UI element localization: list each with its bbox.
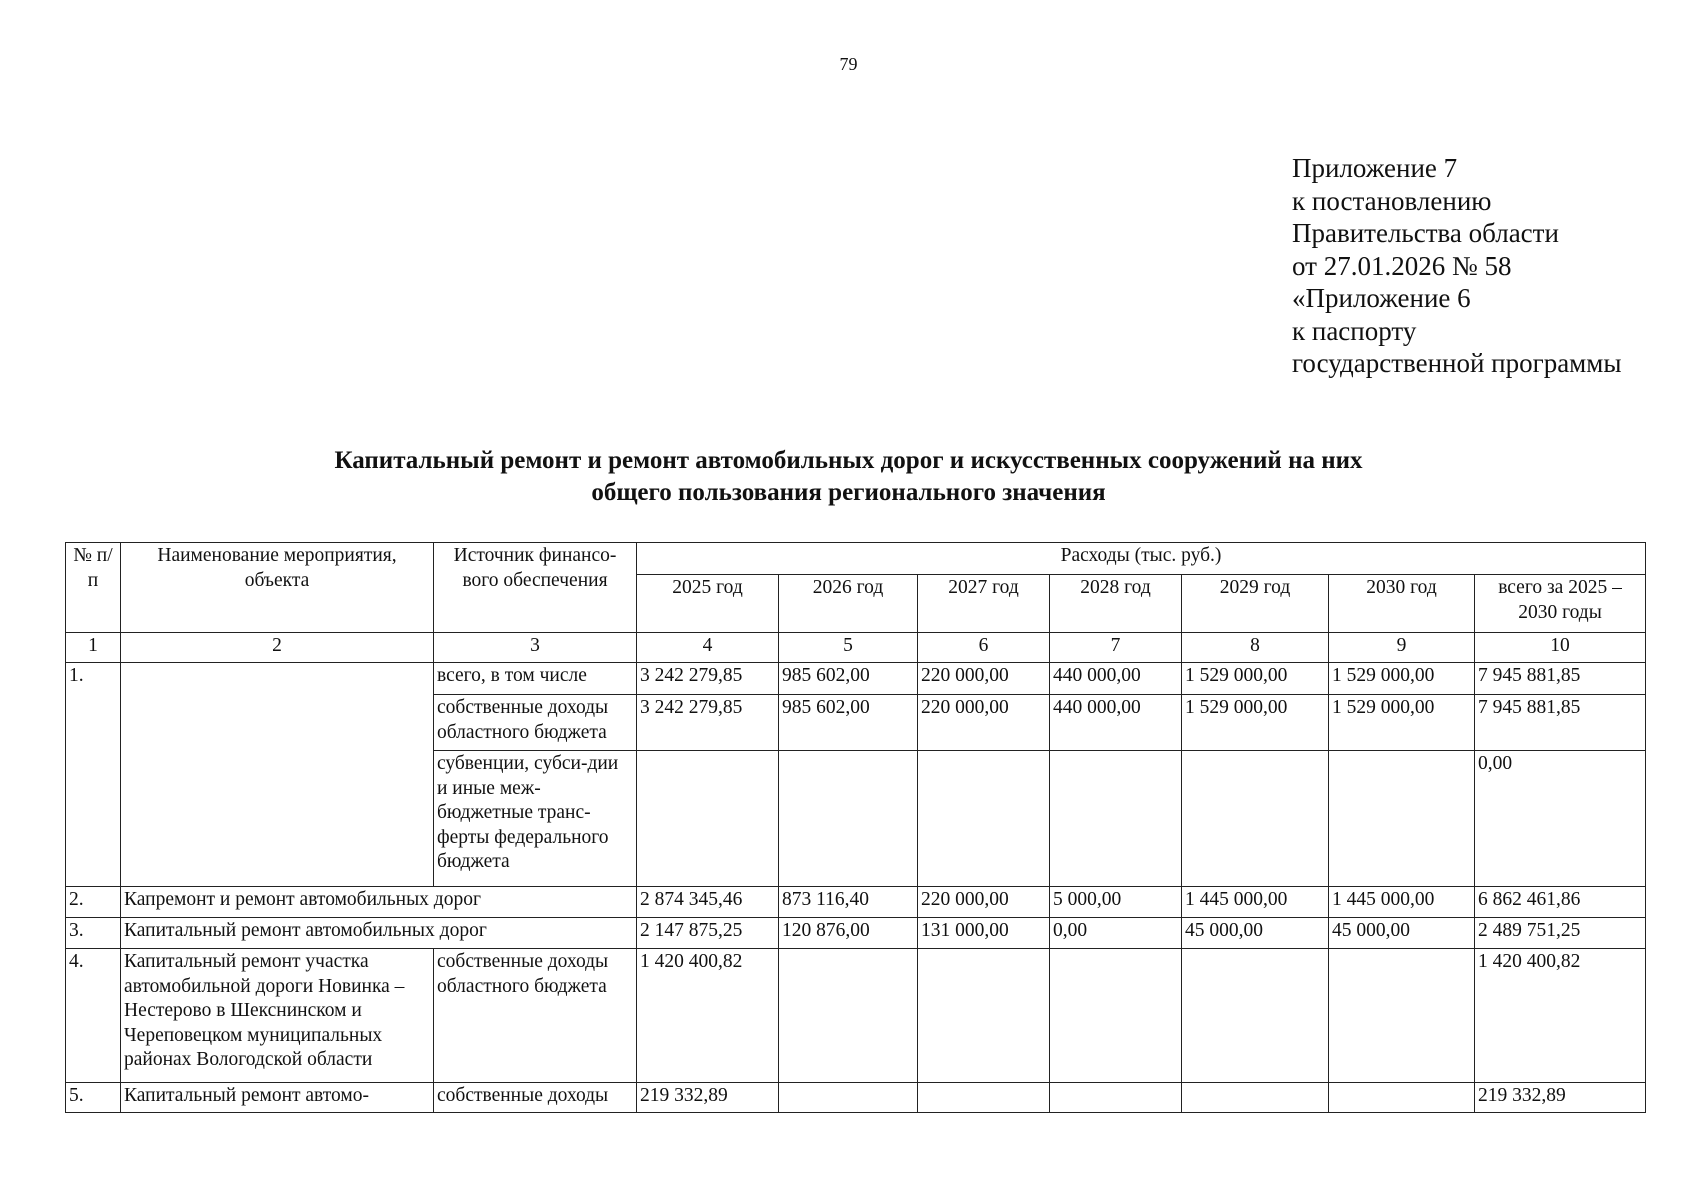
value-cell (1329, 1083, 1475, 1113)
header-expenses: Расходы (тыс. руб.) (637, 543, 1646, 575)
row-name: Капремонт и ремонт автомобильных дорог (121, 887, 637, 918)
value-cell (637, 751, 779, 887)
column-number: 1 (66, 633, 121, 663)
value-cell: 3 242 279,85 (637, 663, 779, 695)
document-title (0, 445, 1697, 509)
value-cell: 220 000,00 (918, 887, 1050, 918)
title-line: общего пользования регионального значения (591, 479, 1106, 506)
table-row (66, 1083, 1646, 1113)
value-cell: 1 529 000,00 (1329, 663, 1475, 695)
title-line: Капитальный ремонт и ремонт автомобильных дорог и искусственных сооружений на них (334, 447, 1363, 474)
value-cell (918, 949, 1050, 1083)
column-number: 4 (637, 633, 779, 663)
appendix-line: «Приложение 6 (1292, 283, 1471, 313)
value-cell: 440 000,00 (1050, 695, 1182, 751)
header-name: Наименование мероприятия, объекта (121, 543, 434, 633)
value-cell (918, 751, 1050, 887)
total-cell: 7 945 881,85 (1475, 695, 1646, 751)
value-cell: 1 445 000,00 (1182, 887, 1329, 918)
total-cell: 6 862 461,86 (1475, 887, 1646, 918)
appendix-line: Правительства области (1292, 218, 1559, 248)
value-cell (1050, 751, 1182, 887)
value-cell: 1 420 400,82 (637, 949, 779, 1083)
column-number: 3 (434, 633, 637, 663)
appendix-line: к постановлению (1292, 185, 1492, 216)
row-source: субвенции, субси-дии и иные меж-бюджетные транс-ферты федерального бюджета (434, 751, 637, 887)
value-cell: 1 529 000,00 (1182, 695, 1329, 751)
column-number: 7 (1050, 633, 1182, 663)
appendix-line: государственной программы (1292, 348, 1622, 378)
table-row (66, 949, 1646, 1083)
appendix-line: Приложение 7 (1292, 153, 1458, 183)
header-year: 2027 год (918, 575, 1050, 633)
value-cell (1182, 751, 1329, 887)
total-cell: 0,00 (1475, 751, 1646, 887)
value-cell (1182, 1083, 1329, 1113)
row-source: собственные доходы областного бюджета (434, 949, 637, 1083)
table-row (66, 887, 1646, 918)
value-cell: 45 000,00 (1329, 918, 1475, 949)
header-year: 2030 год (1329, 575, 1475, 633)
value-cell: 2 147 875,25 (637, 918, 779, 949)
column-number: 9 (1329, 633, 1475, 663)
value-cell: 45 000,00 (1182, 918, 1329, 949)
total-cell: 1 420 400,82 (1475, 949, 1646, 1083)
row-number: 2. (66, 887, 121, 918)
value-cell: 1 445 000,00 (1329, 887, 1475, 918)
value-cell (779, 751, 918, 887)
value-cell (779, 1083, 918, 1113)
value-cell: 120 876,00 (779, 918, 918, 949)
appendix-line: к паспорту (1292, 315, 1417, 346)
value-cell (1329, 751, 1475, 887)
value-cell: 219 332,89 (637, 1083, 779, 1113)
value-cell: 3 242 279,85 (637, 695, 779, 751)
column-number: 5 (779, 633, 918, 663)
value-cell: 220 000,00 (918, 695, 1050, 751)
row-source: всего, в том числе (434, 663, 637, 695)
total-cell: 7 945 881,85 (1475, 663, 1646, 695)
expenses-table (65, 542, 1646, 1113)
row-source: собственные доходы (434, 1083, 637, 1113)
value-cell: 985 602,00 (779, 663, 918, 695)
appendix-reference (1292, 152, 1622, 380)
row-number: 5. (66, 1083, 121, 1113)
total-cell: 2 489 751,25 (1475, 918, 1646, 949)
header-total: всего за 2025 – 2030 годы (1475, 575, 1646, 633)
value-cell (1050, 1083, 1182, 1113)
header-year: 2028 год (1050, 575, 1182, 633)
header-source: Источник финансо-вого обеспечения (434, 543, 637, 633)
value-cell (1329, 949, 1475, 1083)
column-number: 2 (121, 633, 434, 663)
value-cell: 2 874 345,46 (637, 887, 779, 918)
appendix-line: от 27.01.2026 № 58 (1292, 250, 1512, 281)
value-cell: 0,00 (1050, 918, 1182, 949)
row-number: 3. (66, 918, 121, 949)
column-number: 8 (1182, 633, 1329, 663)
header-year: 2025 год (637, 575, 779, 633)
table-row (66, 663, 1646, 695)
value-cell: 985 602,00 (779, 695, 918, 751)
header-num: № п/п (66, 543, 121, 633)
value-cell (1182, 949, 1329, 1083)
row-name: Капитальный ремонт автомобильных дорог (121, 918, 637, 949)
value-cell (1050, 949, 1182, 1083)
value-cell: 873 116,40 (779, 887, 918, 918)
row-name: Капитальный ремонт автомо- (121, 1083, 434, 1113)
value-cell: 220 000,00 (918, 663, 1050, 695)
value-cell: 1 529 000,00 (1182, 663, 1329, 695)
header-year: 2029 год (1182, 575, 1329, 633)
column-number: 6 (918, 633, 1050, 663)
row-name (121, 663, 434, 887)
table-row (66, 918, 1646, 949)
value-cell: 1 529 000,00 (1329, 695, 1475, 751)
row-name: Капитальный ремонт участка автомобильной дороги Новинка – Нестерово в Шекснинском и Череповецком муниципальных районах Вологодской области (121, 949, 434, 1083)
value-cell: 131 000,00 (918, 918, 1050, 949)
value-cell: 440 000,00 (1050, 663, 1182, 695)
page-number: 79 (839, 54, 858, 74)
row-number: 4. (66, 949, 121, 1083)
row-source: собственные доходы областного бюджета (434, 695, 637, 751)
header-year: 2026 год (779, 575, 918, 633)
value-cell (918, 1083, 1050, 1113)
column-number: 10 (1475, 633, 1646, 663)
value-cell (779, 949, 918, 1083)
row-number: 1. (66, 663, 121, 887)
value-cell: 5 000,00 (1050, 887, 1182, 918)
total-cell: 219 332,89 (1475, 1083, 1646, 1113)
